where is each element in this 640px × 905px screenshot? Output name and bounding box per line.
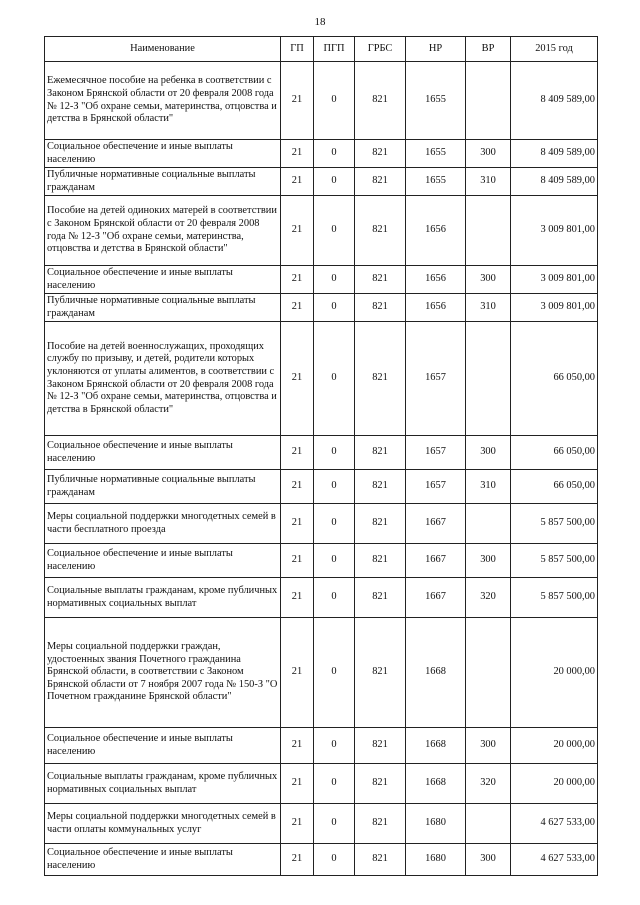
cell-np: 1656 [406,266,466,294]
cell-amount: 5 857 500,00 [511,578,598,618]
cell-name: Социальное обеспечение и иные выплаты населению [45,544,281,578]
cell-np: 1668 [406,618,466,728]
cell-gp: 21 [281,436,314,470]
cell-vr: 310 [466,294,511,322]
cell-amount: 20 000,00 [511,764,598,804]
cell-ppgp: 0 [314,504,355,544]
cell-ppgp: 0 [314,544,355,578]
cell-gp: 21 [281,470,314,504]
cell-grbs: 821 [355,196,406,266]
page-number: 18 [314,16,326,28]
table-row [45,62,598,140]
cell-name: Меры социальной поддержки многодетных семей в части бесплатного проезда [45,504,281,544]
cell-name: Социальное обеспечение и иные выплаты населению [45,140,281,168]
cell-name: Меры социальной поддержки многодетных семей в части оплаты коммунальных услуг [45,804,281,844]
cell-np: 1668 [406,728,466,764]
cell-np: 1655 [406,168,466,196]
cell-vr: 300 [466,436,511,470]
cell-gp: 21 [281,266,314,294]
cell-amount: 20 000,00 [511,618,598,728]
cell-amount: 8 409 589,00 [511,62,598,140]
cell-gp: 21 [281,294,314,322]
cell-ppgp: 0 [314,764,355,804]
cell-ppgp: 0 [314,62,355,140]
cell-np: 1655 [406,140,466,168]
table-row [45,578,598,618]
cell-grbs: 821 [355,266,406,294]
cell-name: Публичные нормативные социальные выплаты гражданам [45,294,281,322]
header-grbs: ГРБС [355,37,406,62]
cell-name: Меры социальной поддержки граждан, удостоенных звания Почетного гражданина Брянской области, в соответствии с Законом Брянской области от 7 ноября 2007 года № 150-З "О Почетном гражданине Брянской области" [45,618,281,728]
header-np: НР [406,37,466,62]
header-gp: ГП [281,37,314,62]
cell-grbs: 821 [355,294,406,322]
cell-amount: 66 050,00 [511,322,598,436]
cell-amount: 20 000,00 [511,728,598,764]
cell-grbs: 821 [355,436,406,470]
cell-grbs: 821 [355,804,406,844]
header-name: Наименование [45,37,281,62]
cell-grbs: 821 [355,544,406,578]
cell-vr: 300 [466,266,511,294]
cell-np: 1667 [406,544,466,578]
cell-grbs: 821 [355,618,406,728]
cell-gp: 21 [281,196,314,266]
cell-ppgp: 0 [314,322,355,436]
cell-np: 1680 [406,844,466,876]
cell-vr [466,618,511,728]
cell-np: 1656 [406,294,466,322]
cell-vr [466,504,511,544]
cell-grbs: 821 [355,844,406,876]
cell-np: 1655 [406,62,466,140]
cell-ppgp: 0 [314,168,355,196]
table-row [45,436,598,470]
cell-gp: 21 [281,578,314,618]
cell-np: 1667 [406,578,466,618]
cell-gp: 21 [281,844,314,876]
cell-gp: 21 [281,544,314,578]
cell-amount: 4 627 533,00 [511,804,598,844]
table-row [45,140,598,168]
table-row [45,294,598,322]
cell-name: Публичные нормативные социальные выплаты гражданам [45,168,281,196]
cell-name: Социальное обеспечение и иные выплаты населению [45,266,281,294]
cell-vr: 310 [466,470,511,504]
cell-grbs: 821 [355,62,406,140]
cell-gp: 21 [281,764,314,804]
cell-gp: 21 [281,322,314,436]
cell-grbs: 821 [355,168,406,196]
cell-name: Пособие на детей военнослужащих, проходящих службу по призыву, и детей, родители которых уклоняются от уплаты алиментов, в соответствии с Законом Брянской области от 20 февраля 2008 года № 12-З "Об охране семьи, материнства, отцовства и детства в Брянской области" [45,322,281,436]
cell-ppgp: 0 [314,844,355,876]
cell-amount: 3 009 801,00 [511,294,598,322]
cell-vr: 300 [466,140,511,168]
cell-name: Публичные нормативные социальные выплаты гражданам [45,470,281,504]
table-row [45,728,598,764]
cell-np: 1657 [406,322,466,436]
table-row [45,322,598,436]
cell-amount: 5 857 500,00 [511,504,598,544]
cell-ppgp: 0 [314,294,355,322]
cell-grbs: 821 [355,140,406,168]
table-row [45,844,598,876]
cell-name: Социальные выплаты гражданам, кроме публичных нормативных социальных выплат [45,578,281,618]
cell-vr: 320 [466,578,511,618]
cell-np: 1656 [406,196,466,266]
cell-vr: 300 [466,844,511,876]
cell-grbs: 821 [355,578,406,618]
cell-vr: 300 [466,728,511,764]
cell-ppgp: 0 [314,728,355,764]
cell-amount: 66 050,00 [511,436,598,470]
cell-gp: 21 [281,804,314,844]
cell-ppgp: 0 [314,804,355,844]
table-row [45,196,598,266]
cell-ppgp: 0 [314,578,355,618]
cell-gp: 21 [281,618,314,728]
cell-gp: 21 [281,504,314,544]
cell-vr [466,62,511,140]
cell-vr [466,804,511,844]
cell-name: Социальное обеспечение и иные выплаты населению [45,844,281,876]
cell-gp: 21 [281,728,314,764]
table-row [45,168,598,196]
cell-amount: 3 009 801,00 [511,196,598,266]
table-row [45,804,598,844]
cell-amount: 66 050,00 [511,470,598,504]
cell-vr: 320 [466,764,511,804]
cell-amount: 4 627 533,00 [511,844,598,876]
cell-vr: 300 [466,544,511,578]
table-row [45,618,598,728]
cell-ppgp: 0 [314,618,355,728]
header-vr: ВР [466,37,511,62]
cell-np: 1667 [406,504,466,544]
cell-ppgp: 0 [314,196,355,266]
header-ppgp: ПГП [314,37,355,62]
cell-vr [466,196,511,266]
cell-gp: 21 [281,140,314,168]
cell-np: 1680 [406,804,466,844]
header-year: 2015 год [511,37,598,62]
cell-gp: 21 [281,62,314,140]
cell-ppgp: 0 [314,266,355,294]
table-row [45,504,598,544]
cell-np: 1657 [406,436,466,470]
cell-grbs: 821 [355,322,406,436]
cell-name: Социальные выплаты гражданам, кроме публичных нормативных социальных выплат [45,764,281,804]
cell-grbs: 821 [355,504,406,544]
table-header-row [45,37,598,62]
table-row [45,764,598,804]
cell-amount: 3 009 801,00 [511,266,598,294]
table-body [45,62,598,876]
cell-name: Ежемесячное пособие на ребенка в соответствии с Законом Брянской области от 20 февраля 2008 года № 12-З "Об охране семьи, материнства, отцовства и детства в Брянской области" [45,62,281,140]
cell-name: Социальное обеспечение и иные выплаты населению [45,728,281,764]
table-row [45,470,598,504]
table-row [45,544,598,578]
cell-ppgp: 0 [314,470,355,504]
cell-grbs: 821 [355,764,406,804]
cell-amount: 5 857 500,00 [511,544,598,578]
cell-amount: 8 409 589,00 [511,168,598,196]
cell-name: Социальное обеспечение и иные выплаты населению [45,436,281,470]
budget-table [44,36,598,876]
cell-np: 1668 [406,764,466,804]
cell-ppgp: 0 [314,140,355,168]
cell-grbs: 821 [355,470,406,504]
table-row [45,266,598,294]
cell-vr: 310 [466,168,511,196]
cell-ppgp: 0 [314,436,355,470]
cell-gp: 21 [281,168,314,196]
cell-vr [466,322,511,436]
cell-name: Пособие на детей одиноких матерей в соответствии с Законом Брянской области от 20 февраля 2008 года № 12-З "Об охране семьи, материнства, отцовства и детства в Брянской области" [45,196,281,266]
cell-grbs: 821 [355,728,406,764]
cell-np: 1657 [406,470,466,504]
cell-amount: 8 409 589,00 [511,140,598,168]
